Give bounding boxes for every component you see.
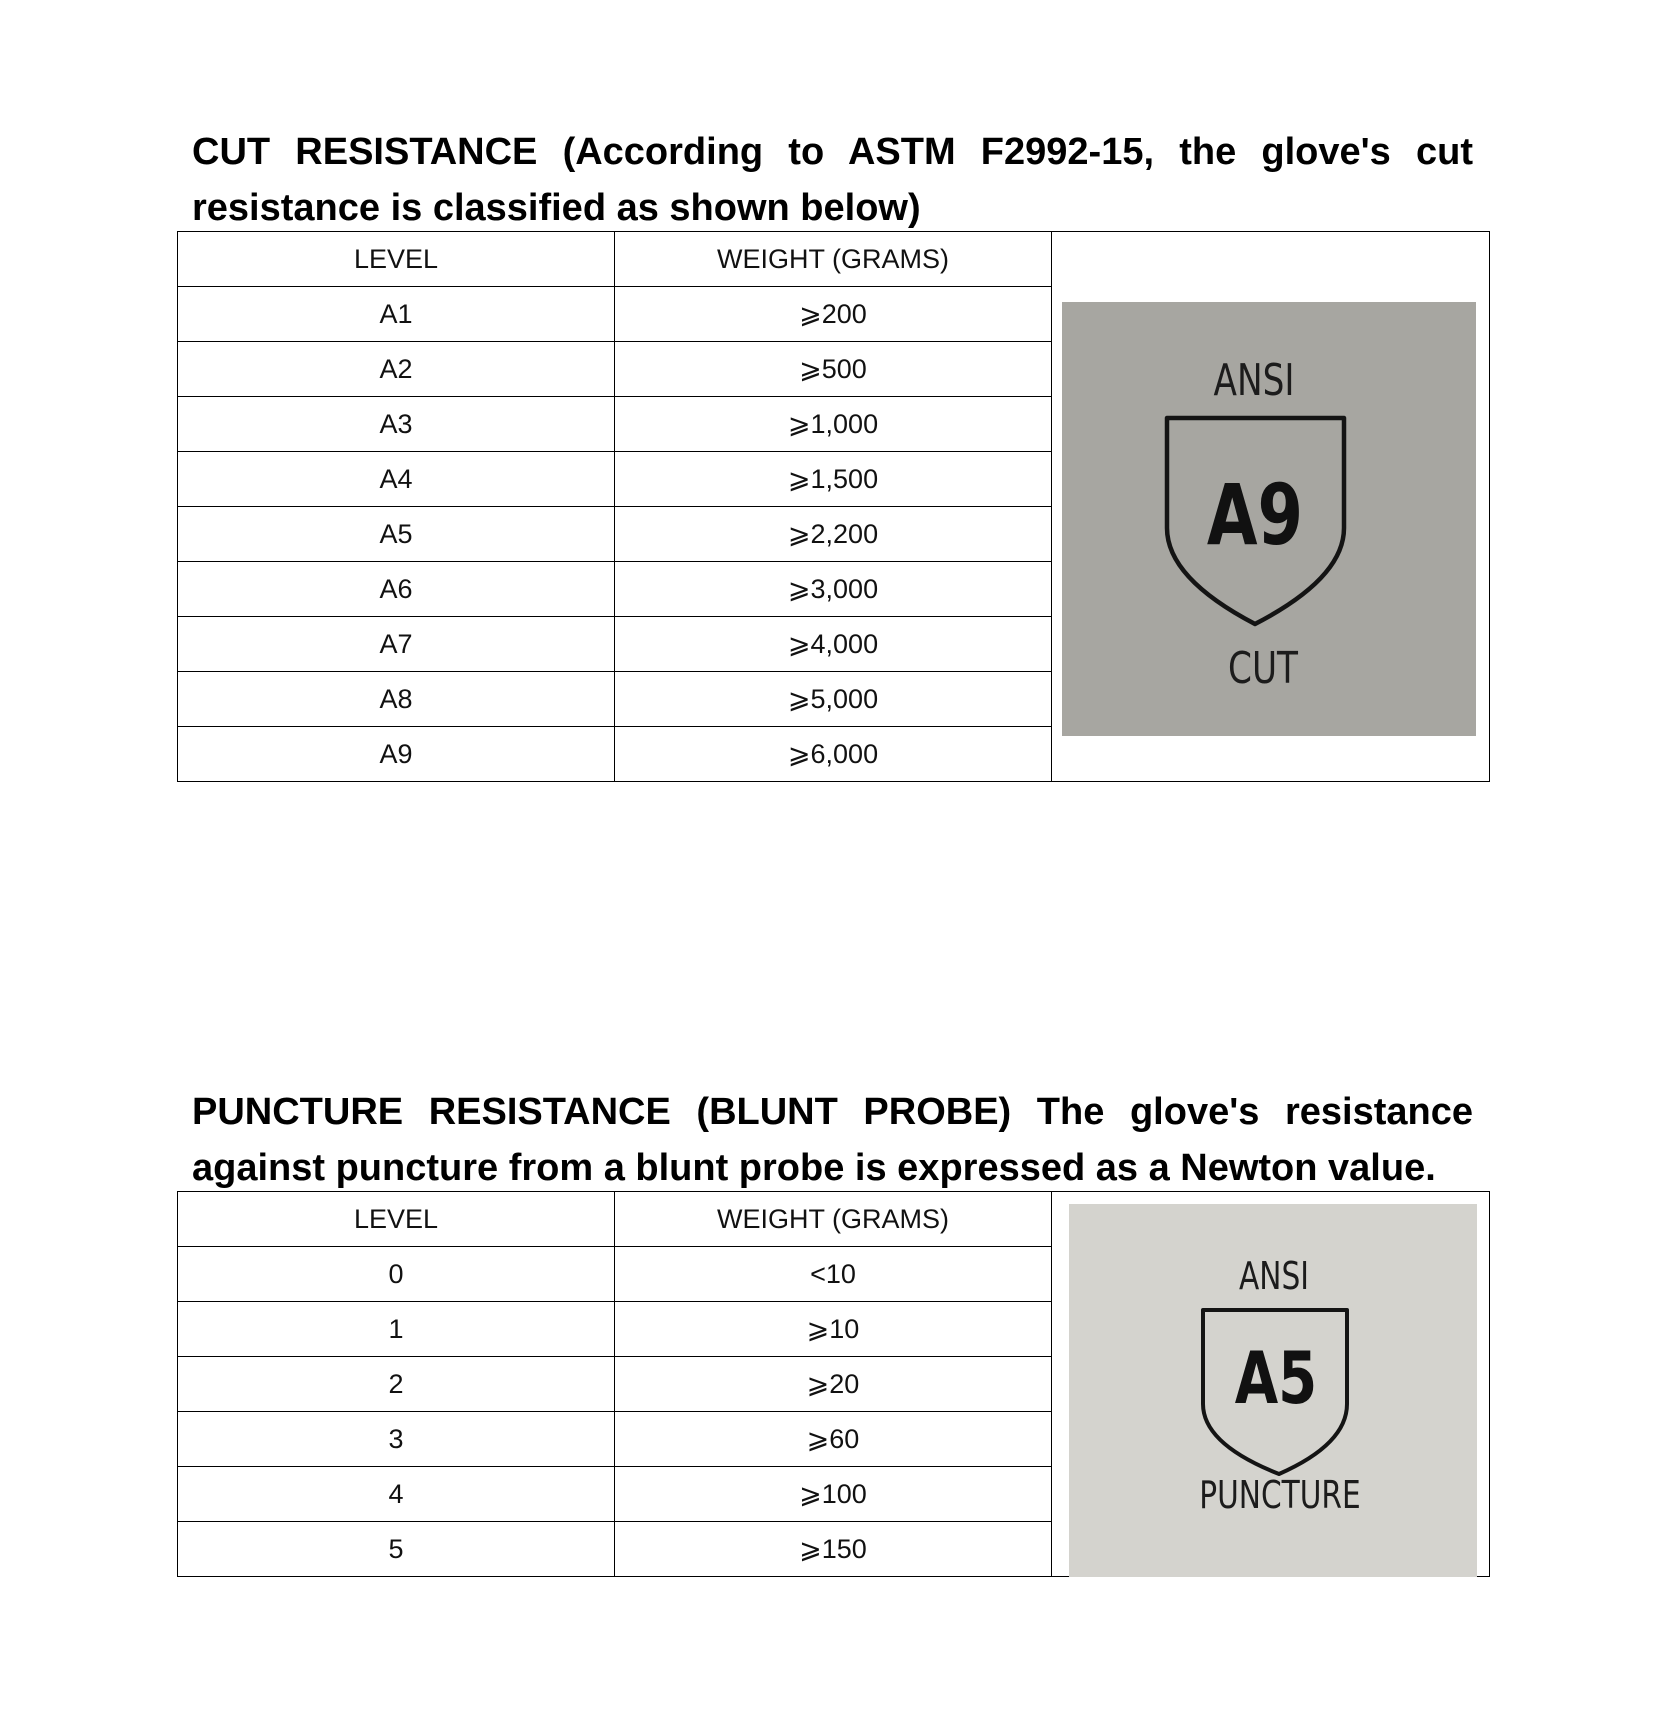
badge-cut-label: CUT bbox=[1227, 642, 1299, 695]
weight-cell: ⩾500 bbox=[615, 342, 1052, 397]
level-cell: 2 bbox=[178, 1357, 615, 1412]
weight-cell: ⩾5,000 bbox=[615, 672, 1052, 727]
weight-column-header: WEIGHT (GRAMS) bbox=[615, 232, 1052, 287]
level-cell: 5 bbox=[178, 1522, 615, 1577]
ansi-puncture-a5-badge bbox=[1069, 1204, 1477, 1577]
cut-resistance-heading: CUT RESISTANCE (According to ASTM F2992-15, the glove's cut resistance is classified as shown below) bbox=[192, 131, 1473, 229]
weight-cell: ⩾1,000 bbox=[615, 397, 1052, 452]
weight-cell: ⩾200 bbox=[615, 287, 1052, 342]
weight-cell: ⩾100 bbox=[615, 1467, 1052, 1522]
weight-cell: ⩾3,000 bbox=[615, 562, 1052, 617]
level-column-header: LEVEL bbox=[178, 232, 615, 287]
weight-cell: ⩾60 bbox=[615, 1412, 1052, 1467]
badge-ansi-label: ANSI bbox=[1213, 354, 1295, 407]
table-header-row bbox=[178, 232, 1490, 287]
level-cell: 1 bbox=[178, 1302, 615, 1357]
badge-puncture-label: PUNCTURE bbox=[1199, 1473, 1361, 1519]
weight-cell: ⩾10 bbox=[615, 1302, 1052, 1357]
level-cell: 3 bbox=[178, 1412, 615, 1467]
level-cell: A7 bbox=[178, 617, 615, 672]
level-cell: A5 bbox=[178, 507, 615, 562]
weight-cell: ⩾2,200 bbox=[615, 507, 1052, 562]
cut-resistance-table bbox=[177, 231, 1490, 782]
cut-badge-cell bbox=[1052, 232, 1490, 782]
weight-cell: ⩾4,000 bbox=[615, 617, 1052, 672]
level-cell: A1 bbox=[178, 287, 615, 342]
weight-cell: ⩾150 bbox=[615, 1522, 1052, 1577]
weight-cell: ⩾6,000 bbox=[615, 727, 1052, 782]
weight-cell: ⩾1,500 bbox=[615, 452, 1052, 507]
puncture-resistance-table bbox=[177, 1191, 1490, 1577]
badge-level-code: A9 bbox=[1206, 465, 1304, 565]
badge-ansi-label: ANSI bbox=[1239, 1254, 1309, 1300]
level-cell: A3 bbox=[178, 397, 615, 452]
badge-level-code: A5 bbox=[1234, 1337, 1318, 1421]
level-cell: A2 bbox=[178, 342, 615, 397]
level-cell: A6 bbox=[178, 562, 615, 617]
table-header-row bbox=[178, 1192, 1490, 1247]
weight-column-header: WEIGHT (GRAMS) bbox=[615, 1192, 1052, 1247]
level-cell: A8 bbox=[178, 672, 615, 727]
ansi-cut-a9-badge bbox=[1062, 302, 1476, 736]
level-cell: A9 bbox=[178, 727, 615, 782]
level-cell: 0 bbox=[178, 1247, 615, 1302]
puncture-badge-cell bbox=[1052, 1192, 1490, 1577]
level-column-header: LEVEL bbox=[178, 1192, 615, 1247]
weight-cell: <10 bbox=[615, 1247, 1052, 1302]
weight-cell: ⩾20 bbox=[615, 1357, 1052, 1412]
level-cell: 4 bbox=[178, 1467, 615, 1522]
puncture-resistance-heading: PUNCTURE RESISTANCE (BLUNT PROBE) The glove's resistance against puncture from a blunt probe is expressed as a Newton value. bbox=[192, 1091, 1473, 1189]
level-cell: A4 bbox=[178, 452, 615, 507]
